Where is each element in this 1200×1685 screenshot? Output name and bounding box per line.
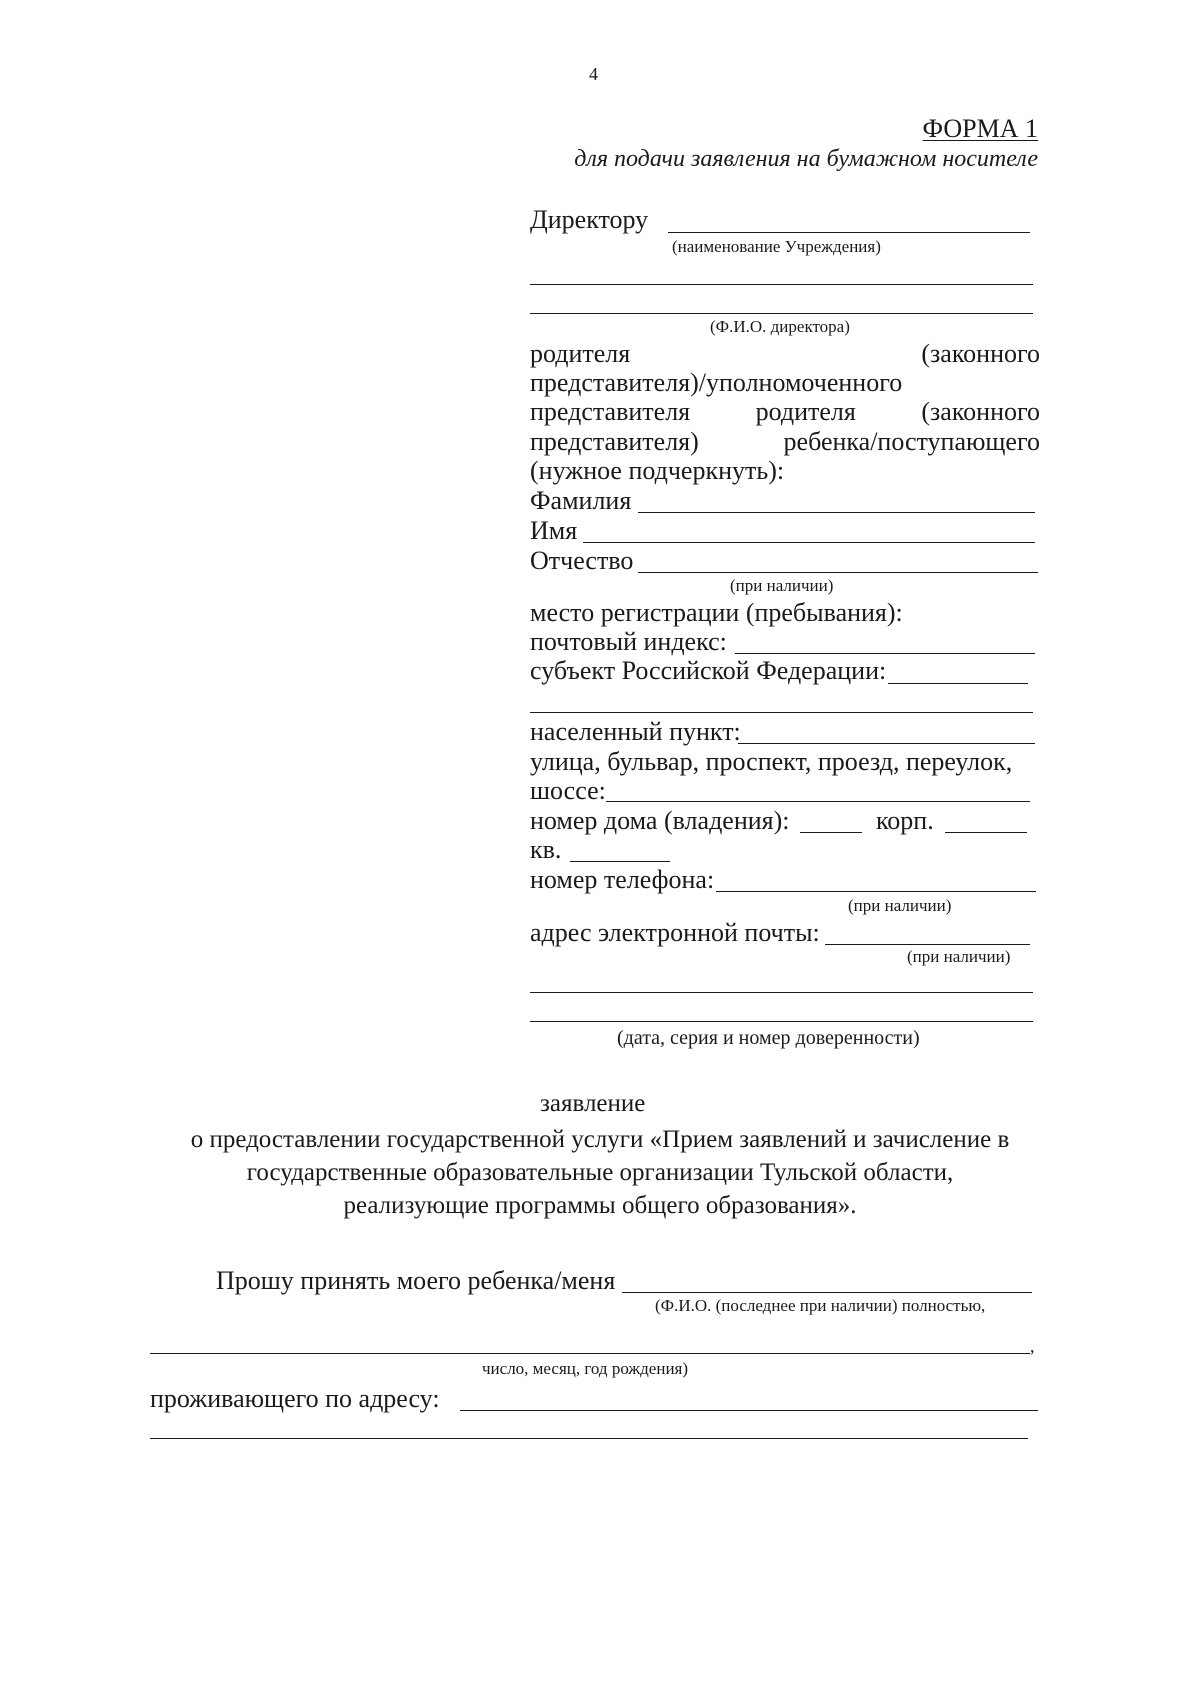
name-field[interactable] xyxy=(583,542,1035,543)
birth-date-field[interactable] xyxy=(150,1353,1030,1354)
street-field[interactable] xyxy=(606,801,1030,802)
applicant-line-4 xyxy=(530,427,1040,457)
phone-caption: (при наличии) xyxy=(848,896,952,915)
house-label: номер дома (владения): xyxy=(530,806,790,835)
institution-field[interactable] xyxy=(668,232,1030,233)
locality-field[interactable] xyxy=(738,743,1035,744)
locality-label: населенный пункт: xyxy=(530,717,741,746)
house-field[interactable] xyxy=(800,832,862,833)
surname-field[interactable] xyxy=(638,512,1035,513)
email-field[interactable] xyxy=(825,944,1030,945)
patronymic-caption: (при наличии) xyxy=(730,576,834,595)
fio-caption: (Ф.И.О. (последнее при наличии) полностью, xyxy=(655,1296,986,1315)
patronymic-field[interactable] xyxy=(638,572,1038,573)
applicant-word: представителя) xyxy=(530,427,699,456)
building-label: корп. xyxy=(876,806,934,835)
name-label: Имя xyxy=(530,516,578,545)
comma: , xyxy=(1030,1336,1035,1356)
director-label: Директору xyxy=(530,205,649,234)
power-of-attorney-field-2[interactable] xyxy=(530,1021,1033,1022)
applicant-word: родителя xyxy=(755,397,856,426)
building-field[interactable] xyxy=(945,832,1027,833)
region-field-2[interactable] xyxy=(530,712,1033,713)
postal-code-label: почтовый индекс: xyxy=(530,627,727,656)
residence-label: проживающего по адресу: xyxy=(150,1384,440,1413)
applicant-word: (законного xyxy=(921,339,1040,368)
phone-field[interactable] xyxy=(716,891,1036,892)
application-heading: заявление xyxy=(540,1090,646,1117)
email-caption: (при наличии) xyxy=(907,947,1011,966)
child-fio-field[interactable] xyxy=(622,1292,1032,1293)
applicant-word: родителя xyxy=(530,339,631,368)
power-of-attorney-field-1[interactable] xyxy=(530,992,1033,993)
form-title: ФОРМА 1 xyxy=(922,114,1038,143)
apartment-label: кв. xyxy=(530,835,562,864)
region-field[interactable] xyxy=(888,683,1028,684)
application-description-3: реализующие программы общего образования». xyxy=(343,1192,857,1219)
registration-label: место регистрации (пребывания): xyxy=(530,598,903,627)
region-label: субъект Российской Федерации: xyxy=(530,656,887,685)
residence-field-2[interactable] xyxy=(150,1438,1028,1439)
applicant-word: представителя xyxy=(530,397,691,426)
apartment-field[interactable] xyxy=(570,861,670,862)
request-label: Прошу принять моего ребенка/меня xyxy=(216,1266,616,1295)
form-subtitle: для подачи заявления на бумажном носителе xyxy=(574,146,1038,172)
applicant-line-5: (нужное подчеркнуть): xyxy=(530,456,785,485)
application-description-1: о предоставлении государственной услуги «Прием заявлений и зачисление в xyxy=(190,1126,1010,1153)
director-fio-field-2[interactable] xyxy=(530,313,1033,314)
patronymic-label: Отчество xyxy=(530,546,634,575)
applicant-word: (законного xyxy=(921,397,1040,426)
birth-caption: число, месяц, год рождения) xyxy=(482,1359,689,1378)
application-description-2: государственные образовательные организации Тульской области, xyxy=(246,1159,954,1186)
applicant-line-3 xyxy=(530,397,1040,427)
phone-label: номер телефона: xyxy=(530,865,715,894)
surname-label: Фамилия xyxy=(530,486,632,515)
street-label: улица, бульвар, проспект, проезд, переулок, xyxy=(530,747,1013,776)
director-fio-field-1[interactable] xyxy=(530,284,1033,285)
applicant-word: ребенка/поступающего xyxy=(783,427,1040,456)
applicant-line-2: представителя)/уполномоченного xyxy=(530,368,903,397)
email-label: адрес электронной почты: xyxy=(530,918,820,947)
residence-field-1[interactable] xyxy=(460,1410,1038,1411)
postal-code-field[interactable] xyxy=(735,653,1035,654)
page-number: 4 xyxy=(589,64,598,84)
power-of-attorney-caption: (дата, серия и номер доверенности) xyxy=(617,1027,920,1049)
highway-label: шоссе: xyxy=(530,776,606,805)
institution-caption: (наименование Учреждения) xyxy=(672,237,881,256)
director-fio-caption: (Ф.И.О. директора) xyxy=(710,317,850,336)
applicant-line-1 xyxy=(530,339,1040,369)
